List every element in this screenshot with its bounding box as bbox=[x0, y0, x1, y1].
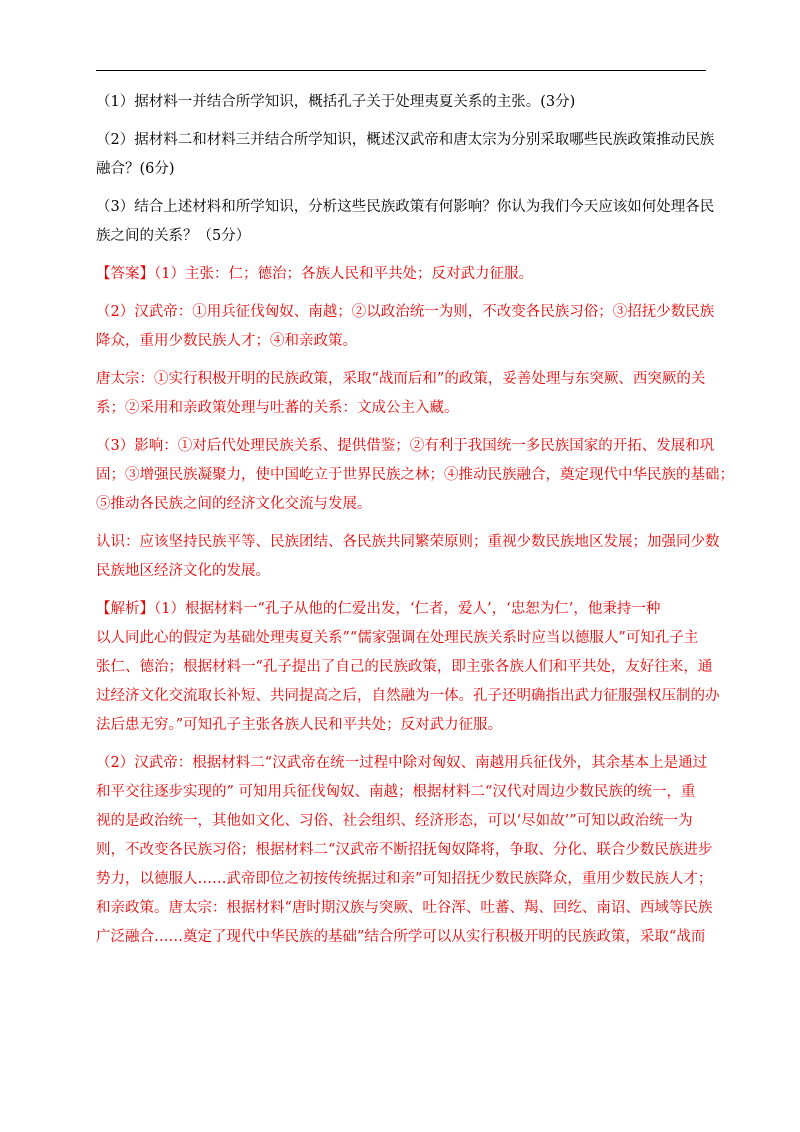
text-line: 降众，重用少数民族人才；④和亲政策。 bbox=[96, 333, 357, 349]
text-line: 过经济文化交流取长补短、共同提高之后，自然融为一体。孔子还明确指出武力征服强权压制的办 bbox=[96, 688, 720, 704]
text-line: ⑤推动各民族之间的经济文化交流与发展。 bbox=[96, 496, 372, 512]
text-line: 视的是政治统一，其他如文化、习俗、社会组织、经济形态，可以‘尽如故’”可知以政治统一为 bbox=[96, 813, 693, 829]
text-line: （3）结合上述材料和所学知识，分析这些民族政策有何影响？你认为我们今天应该如何处理各民 bbox=[96, 199, 715, 215]
text-line bbox=[96, 595, 708, 624]
answer-part-3 bbox=[96, 432, 734, 519]
analysis-tag: 【解析】 bbox=[96, 601, 154, 617]
text-line: （2）据材料二和材料三并结合所学知识，概述汉武帝和唐太宗为分别采取哪些民族政策推动民族 bbox=[96, 132, 715, 148]
page-content bbox=[96, 88, 734, 961]
answer-tang-taizong bbox=[96, 365, 708, 423]
text-line: 认识：应该坚持民族平等、民族团结、各民族共同繁荣原则；重视少数民族地区发展；加强同少数 bbox=[96, 534, 720, 550]
text-line: 唐太宗：①实行积极开明的民族政策，采取“战而后和”的政策，妥善处理与东突厥、西突厥的关 bbox=[96, 371, 706, 387]
analysis-1-first-line: （1）根据材料一“孔子从他的仁爱出发，‘仁者，爱人’，‘忠恕为仁’，他秉持一种 bbox=[154, 601, 661, 617]
text-line: 民族地区经济文化的发展。 bbox=[96, 563, 270, 579]
text-line: （1）据材料一并结合所学知识，概括孔子关于处理夷夏关系的主张。(3分) bbox=[96, 94, 576, 110]
analysis-part-2 bbox=[96, 749, 713, 952]
text-line: 势力，以德服人……武帝即位之初按传统据过和亲”可知招抚少数民族降众，重用少数民族人才； bbox=[96, 871, 713, 887]
text-line: 系；②采用和亲政策处理与吐蕃的关系：文成公主入藏。 bbox=[96, 400, 459, 416]
question-3 bbox=[96, 193, 715, 251]
text-line: 广泛融合……奠定了现代中华民族的基础”结合所学可以从实行积极开明的民族政策，采取“战而 bbox=[96, 929, 706, 945]
text-line: 和平交往逐步实现的” 可知用兵征伐匈奴、南越；根据材料二“汉代对周边少数民族的统一，重 bbox=[96, 784, 696, 800]
header-rule bbox=[96, 70, 706, 71]
text-line: 则，不改变各民族习俗；根据材料二“汉武帝不断招抚匈奴降将，争取、分化、联合少数民族进步 bbox=[96, 842, 713, 858]
text-line: 张仁、德治；根据材料一“孔子提出了自己的民族政策，即主张各族人们和平共处，友好往来，通 bbox=[96, 659, 713, 675]
text-line: 和亲政策。唐太宗：根据材料“唐时期汉族与突厥、吐谷浑、吐蕃、羯、回纥、南诏、西域等民族 bbox=[96, 900, 713, 916]
answer-part-2 bbox=[96, 298, 715, 356]
text-line: 族之间的关系？（5分） bbox=[96, 228, 251, 244]
text-line: 以人同此心的假定为基础处理夷夏关系”“儒家强调在处理民族关系时应当以德服人”可知孔子主 bbox=[96, 630, 699, 646]
text-line: （2）汉武帝：①用兵征伐匈奴、南越；②以政治统一为则，不改变各民族习俗；③招抚少数民族 bbox=[96, 304, 715, 320]
text-line: （2）汉武帝：根据材料二“汉武帝在统一过程中除对匈奴、南越用兵征伐外，其余基本上是通过 bbox=[96, 755, 708, 771]
text-line: 法后患无穷。”可知孔子主张各族人民和平共处；反对武力征服。 bbox=[96, 717, 503, 733]
answer-1-text: （1）主张：仁；德治；各族人民和平共处；反对武力征服。 bbox=[154, 266, 533, 282]
question-2 bbox=[96, 126, 715, 184]
answer-tag: 【答案】 bbox=[96, 266, 154, 282]
text-line: 融合？(6分) bbox=[96, 161, 175, 177]
answer-part-1 bbox=[96, 260, 708, 289]
question-1 bbox=[96, 88, 708, 117]
answer-recognition bbox=[96, 528, 720, 586]
text-line: 固；③增强民族凝聚力，使中国屹立于世界民族之林；④推动民族融合，奠定现代中华民族的基础； bbox=[96, 467, 734, 483]
analysis-part-1 bbox=[96, 595, 720, 740]
text-line bbox=[96, 260, 708, 289]
text-line: （3）影响：①对后代处理民族关系、提供借鉴；②有利于我国统一多民族国家的开拓、发展和巩 bbox=[96, 438, 715, 454]
